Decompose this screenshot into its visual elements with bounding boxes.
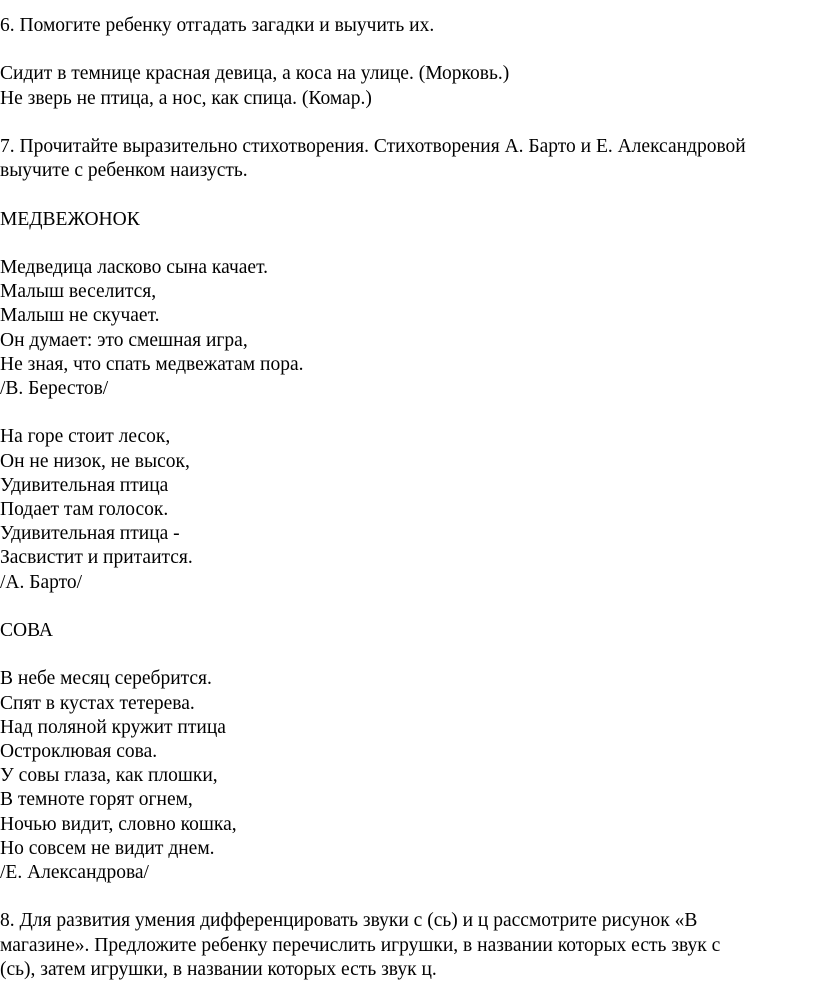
spacer <box>0 111 816 135</box>
poem-2-line: Подает там голосок. <box>0 498 169 520</box>
poem-3-line: Но совсем не видит днем. <box>0 837 215 859</box>
poem-1-line: Малыш веселится, <box>0 281 157 303</box>
poem-1-title: МЕДВЕЖОНОК <box>0 208 140 230</box>
task-8-line-1: 8. Для развития умения дифференцировать звуки с (сь) и ц рассмотрите рисунок «В <box>0 910 698 932</box>
poem-3-title: СОВА <box>0 619 53 641</box>
poem-3-line: Спят в кустах тетерева. <box>0 692 195 714</box>
spacer <box>0 401 816 425</box>
task-6-heading: 6. Помогите ребенку отгадать загадки и выучить их. <box>0 15 435 36</box>
spacer <box>0 232 816 256</box>
task-7-heading-line-2: выучите с ребенком наизусть. <box>0 160 248 182</box>
poem-1-author: /В. Берестов/ <box>0 377 109 399</box>
poem-2-line: На горе стоит лесок, <box>0 426 171 448</box>
poem-3-line: В небе месяц серебрится. <box>0 668 212 690</box>
poem-3-line: Остроклювая сова. <box>0 740 158 762</box>
task-8-line-2: магазине». Предложите ребенку перечислить игрушки, в названии которых есть звук с <box>0 934 721 956</box>
poem-2-line: Удивительная птица <box>0 474 169 496</box>
poem-3-line: Ночью видит, словно кошка, <box>0 813 237 835</box>
poem-2-author: /А. Барто/ <box>0 571 83 593</box>
spacer <box>0 183 816 207</box>
poem-1-line: Он думает: это смешная игра, <box>0 329 248 351</box>
poem-1-line: Медведица ласково сына качает. <box>0 256 269 278</box>
poem-3-line: Над поляной кружит птица <box>0 716 226 738</box>
poem-2-line: Он не низок, не высок, <box>0 450 190 472</box>
spacer <box>0 885 816 909</box>
poem-1-line: Малыш не скучает. <box>0 305 160 327</box>
poem-2-line: Засвистит и притаится. <box>0 547 193 569</box>
spacer <box>0 643 816 667</box>
poem-2-line: Удивительная птица - <box>0 523 180 545</box>
task-8-line-3: (сь), затем игрушки, в названии которых есть звук ц. <box>0 958 437 980</box>
task-7-heading-line-1: 7. Прочитайте выразительно стихотворения. Стихотворения А. Барто и Е. Александровой <box>0 135 746 157</box>
poem-3-author: /Е. Александрова/ <box>0 862 149 883</box>
spacer <box>0 595 816 619</box>
poem-3-line: В темноте горят огнем, <box>0 789 193 811</box>
poem-3-line: У совы глаза, как плошки, <box>0 765 218 787</box>
spacer <box>0 38 816 62</box>
poem-1-line: Не зная, что спать медвежатам пора. <box>0 353 304 375</box>
riddle-1: Сидит в темнице красная девица, а коса на улице. (Морковь.) <box>0 63 510 85</box>
riddle-2: Не зверь не птица, а нос, как спица. (Комар.) <box>0 87 372 109</box>
